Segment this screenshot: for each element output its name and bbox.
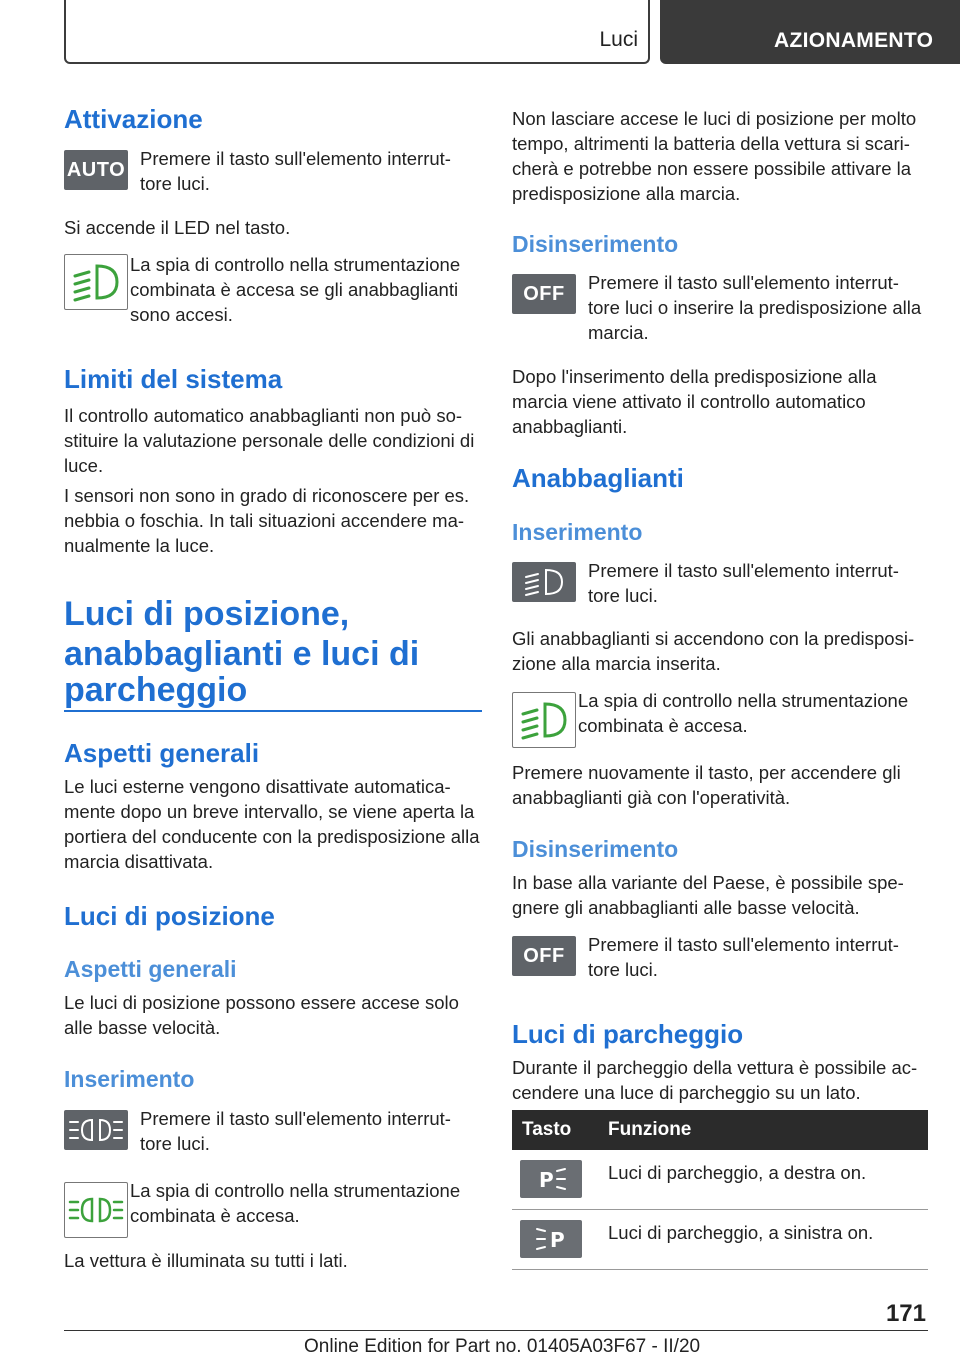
page-number: 171: [885, 1300, 926, 1327]
header-chapter-tab: [660, 0, 960, 64]
parking-light-indicator-icon: [64, 1182, 128, 1238]
off-button-icon: [512, 274, 576, 314]
illuminata-text: La vettura è illuminata su tutti i lati.: [64, 1250, 348, 1271]
table-header-tasto: Tasto: [522, 1119, 572, 1140]
table-row: [512, 1210, 928, 1270]
auto-button-icon: [64, 150, 128, 190]
main-title-line3: parcheggio: [64, 671, 248, 709]
heading-anab-disinserimento: Disinserimento: [512, 836, 679, 862]
park-text: Durante il parcheggio della vettura è possibile ac‐ cendere una luce di parcheggio su un lato.: [512, 1057, 918, 1103]
posizione-warning: Non lasciare accese le luci di posizione per molto tempo, altrimenti la batteria della vettura si scari‐ cherà e potrebbe non essere possibile attivare la predisposizione alla marcia.: [512, 108, 917, 204]
table-header-funzione: Funzione: [608, 1119, 692, 1140]
parking-table: [512, 1110, 928, 1270]
spia1-text: La spia di controllo nella strumentazione combinata è accesa se gli anabbaglianti sono accesi.: [130, 254, 461, 325]
anab-dis-text: In base alla variante del Paese, è possibile spe‐ gnere gli anabbaglianti alle basse velocità.: [512, 872, 904, 918]
heading-anabbaglianti: Anabbaglianti: [512, 463, 684, 493]
off-button-icon-2: [512, 936, 576, 976]
heading-anab-inserimento: Inserimento: [512, 519, 643, 545]
led-text: Si accende il LED nel tasto.: [64, 217, 291, 238]
heading-parcheggio: Luci di parcheggio: [512, 1019, 744, 1049]
anab-gli-text: Gli anabbaglianti si accendono con la predisposi‐ zione alla marcia inserita.: [512, 628, 915, 674]
page-header: [0, 0, 960, 66]
aspetti-text: Le luci esterne vengono disattivate automatica‐ mente dopo un breve intervallo, se viene aperta la portiera del conducente con la predisposizione alla marcia disattivata.: [64, 776, 480, 872]
parking-right-icon: [520, 1160, 582, 1198]
heading-inserimento: Inserimento: [64, 1066, 195, 1092]
disins-text-a: [588, 270, 928, 345]
off-label-2: OFF: [523, 944, 565, 967]
anab-ins-text: Premere il tasto sull'elemento interrut‐ tore luci.: [588, 560, 899, 606]
heading-posizione: Luci di posizione: [64, 901, 275, 931]
auto-label: AUTO: [66, 158, 126, 181]
parking-light-button-icon: [64, 1110, 128, 1150]
heading-attivazione: Attivazione: [64, 104, 203, 134]
disins-text: Premere il tasto sull'elemento interrut‐ tore luci o inserire la predisposizione alla marcia.: [588, 272, 922, 343]
limiti-p1: Il controllo automatico anabbaglianti non può so‐ stituire la valutazione personale delle condizioni di luce.: [64, 405, 475, 476]
title-rule: [64, 710, 482, 712]
anab-spia-text: La spia di controllo nella strumentazione combinata è accesa.: [578, 690, 909, 736]
low-beam-button-icon: [512, 562, 576, 602]
heading-limiti: Limiti del sistema: [64, 364, 283, 394]
svg-text:P: P: [550, 1228, 565, 1252]
spia2-text: La spia di controllo nella strumentazione combinata è accesa.: [130, 1180, 461, 1226]
header-chapter: AZIONAMENTO: [774, 29, 934, 52]
svg-text:P: P: [539, 1168, 554, 1192]
auto-text: Premere il tasto sull'elemento interrut‐ tore luci.: [140, 148, 451, 194]
table-header: [512, 1110, 928, 1150]
anab-premere-text: Premere nuovamente il tasto, per accendere gli anabbaglianti già con l'operatività.: [512, 762, 901, 808]
posizione-aspetti-text: Le luci di posizione possono essere accese solo alle basse velocità.: [64, 992, 459, 1038]
low-beam-indicator-icon-2: [512, 692, 576, 748]
header-frame: [64, 0, 650, 64]
inserimento-text: Premere il tasto sull'elemento interrut‐ tore luci.: [140, 1108, 451, 1154]
footer-edition: Online Edition for Part no. 01405A03F67 - II/20: [304, 1336, 701, 1357]
heading-disinserimento: Disinserimento: [512, 231, 679, 257]
off-label: OFF: [523, 282, 565, 305]
header-section: Luci: [599, 28, 638, 51]
main-title-line2: anabbaglianti e luci di: [64, 635, 420, 673]
table-row: [512, 1150, 928, 1210]
heading-posizione-aspetti: Aspetti generali: [64, 956, 237, 982]
main-title-line1: Luci di posizione,: [64, 595, 350, 633]
low-beam-indicator-icon: [64, 254, 128, 310]
anab-dis-off-text: Premere il tasto sull'elemento interrut‐ tore luci.: [588, 934, 899, 980]
footer-rule: [64, 1330, 928, 1331]
heading-aspetti: Aspetti generali: [64, 738, 260, 768]
dopo-text: Dopo l'inserimento della predisposizione alla marcia viene attivato il controllo automatico anabbaglianti.: [512, 366, 877, 437]
limiti-p2: I sensori non sono in grado di riconoscere per es. nebbia o foschia. In tali situazioni accendere ma‐ nualmente la luce.: [64, 485, 470, 556]
table-cell-left: Luci di parcheggio, a sinistra on.: [608, 1222, 874, 1243]
parking-left-icon: [520, 1220, 582, 1258]
table-cell-right: Luci di parcheggio, a destra on.: [608, 1162, 867, 1183]
